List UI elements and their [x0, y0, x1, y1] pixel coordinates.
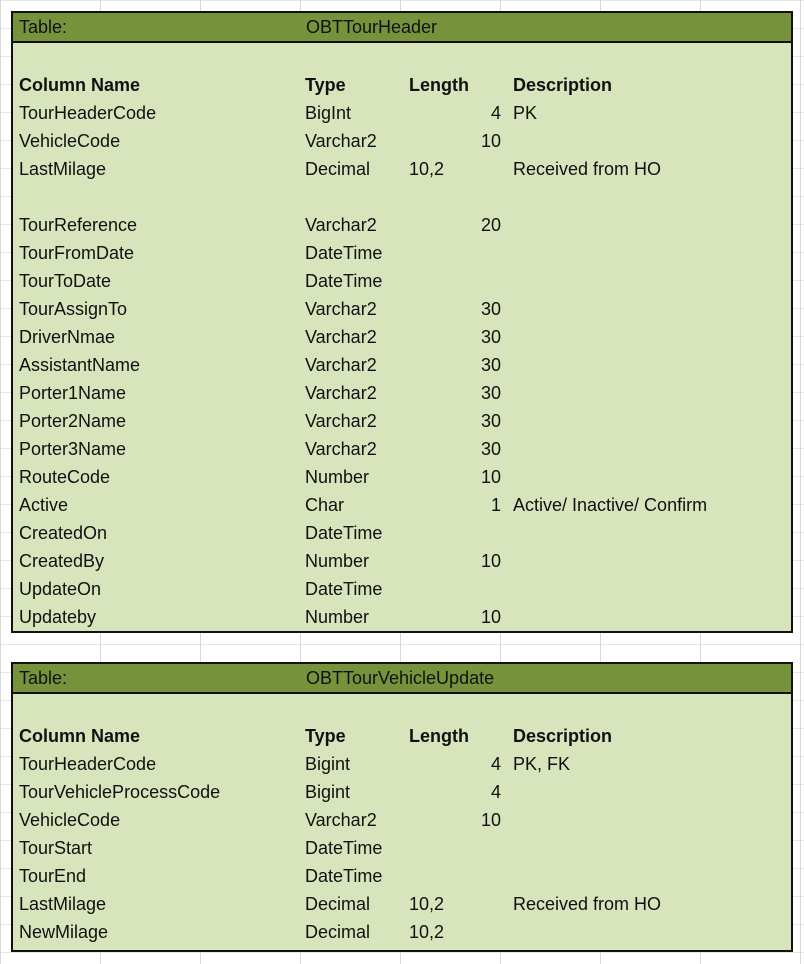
blank-row[interactable]	[13, 43, 791, 71]
cell-length[interactable]: 10,2	[409, 159, 445, 179]
table-row	[13, 862, 791, 890]
column-header-row	[13, 71, 791, 99]
cell-length[interactable]: 20	[480, 215, 501, 235]
table-rows	[13, 694, 791, 946]
table-label: Table:	[19, 17, 68, 37]
cell-type[interactable]: Bigint	[305, 754, 351, 774]
column-header-type[interactable]: Type	[305, 75, 346, 95]
cell-type[interactable]: DateTime	[305, 243, 383, 263]
table-row	[13, 379, 791, 407]
cell-description[interactable]: Received from HO	[513, 159, 662, 179]
column-header-name[interactable]: Column Name	[19, 726, 141, 746]
cell-length[interactable]: 30	[480, 299, 501, 319]
cell-length[interactable]: 4	[490, 754, 501, 774]
table-row	[13, 267, 791, 295]
table-row	[13, 99, 791, 127]
cell-column-name[interactable]: TourVehicleProcessCode	[19, 782, 221, 802]
blank-row[interactable]	[13, 694, 791, 722]
table-row	[13, 323, 791, 351]
table-row	[13, 491, 791, 519]
cell-description[interactable]: Received from HO	[513, 894, 662, 914]
cell-column-name[interactable]: TourHeaderCode	[19, 103, 157, 123]
cell-type[interactable]: DateTime	[305, 271, 383, 291]
cell-column-name[interactable]: TourAssignTo	[19, 299, 128, 319]
column-header-length[interactable]: Length	[409, 75, 469, 95]
cell-length[interactable]: 30	[480, 355, 501, 375]
table-row	[13, 435, 791, 463]
table-row	[13, 890, 791, 918]
cell-type[interactable]: DateTime	[305, 866, 383, 886]
table-row	[13, 407, 791, 435]
cell-length[interactable]: 4	[490, 782, 501, 802]
cell-type[interactable]: Varchar2	[305, 355, 377, 375]
cell-column-name[interactable]: TourFromDate	[19, 243, 135, 263]
table-row	[13, 295, 791, 323]
cell-type[interactable]: Varchar2	[305, 299, 377, 319]
cell-column-name[interactable]: TourToDate	[19, 271, 112, 291]
cell-type[interactable]: Varchar2	[305, 411, 377, 431]
cell-length[interactable]: 10	[480, 607, 501, 627]
cell-column-name[interactable]: Porter1Name	[19, 383, 127, 403]
cell-type[interactable]: Decimal	[305, 159, 371, 179]
column-header-type[interactable]: Type	[305, 726, 346, 746]
cell-type[interactable]: Varchar2	[305, 810, 377, 830]
cell-column-name[interactable]: DriverNmae	[19, 327, 116, 347]
cell-length[interactable]: 30	[480, 327, 501, 347]
cell-length[interactable]: 10	[480, 131, 501, 151]
cell-column-name[interactable]: RouteCode	[19, 467, 111, 487]
cell-type[interactable]: Varchar2	[305, 327, 377, 347]
table-block-obttourheader	[11, 11, 793, 633]
cell-type[interactable]: DateTime	[305, 838, 383, 858]
column-header-row	[13, 722, 791, 750]
cell-column-name[interactable]: Porter2Name	[19, 411, 127, 431]
cell-type[interactable]: Decimal	[305, 894, 371, 914]
table-title-bar[interactable]	[13, 664, 791, 694]
blank-row[interactable]	[13, 183, 791, 211]
table-row	[13, 547, 791, 575]
table-name: OBTTourVehicleUpdate	[306, 668, 495, 688]
cell-length[interactable]: 30	[480, 383, 501, 403]
cell-column-name[interactable]: TourStart	[19, 838, 93, 858]
cell-column-name[interactable]: Updateby	[19, 607, 97, 627]
cell-type[interactable]: DateTime	[305, 579, 383, 599]
column-header-length[interactable]: Length	[409, 726, 469, 746]
cell-column-name[interactable]: LastMilage	[19, 894, 107, 914]
table-label: Table:	[19, 668, 68, 688]
cell-length[interactable]: 1	[490, 495, 501, 515]
cell-column-name[interactable]: TourEnd	[19, 866, 87, 886]
cell-length[interactable]: 30	[480, 439, 501, 459]
table-row	[13, 463, 791, 491]
cell-column-name[interactable]: VehicleCode	[19, 810, 121, 830]
cell-length[interactable]: 10	[480, 467, 501, 487]
cell-type[interactable]: Decimal	[305, 922, 371, 942]
cell-length[interactable]: 10,2	[409, 894, 445, 914]
table-row	[13, 778, 791, 806]
column-header-description[interactable]: Description	[513, 726, 613, 746]
cell-type[interactable]: Number	[305, 551, 370, 571]
cell-column-name[interactable]: Active	[19, 495, 69, 515]
table-row	[13, 806, 791, 834]
cell-column-name[interactable]: NewMilage	[19, 922, 109, 942]
table-name: OBTTourHeader	[306, 17, 438, 37]
cell-length[interactable]: 30	[480, 411, 501, 431]
cell-type[interactable]: Varchar2	[305, 215, 377, 235]
cell-description[interactable]: PK, FK	[513, 754, 571, 774]
table-row	[13, 211, 791, 239]
cell-column-name[interactable]: LastMilage	[19, 159, 107, 179]
cell-column-name[interactable]: CreatedBy	[19, 551, 105, 571]
table-row	[13, 155, 791, 183]
cell-type[interactable]: DateTime	[305, 523, 383, 543]
cell-type[interactable]: Varchar2	[305, 383, 377, 403]
table-row	[13, 918, 791, 946]
column-header-name[interactable]: Column Name	[19, 75, 141, 95]
table-row	[13, 519, 791, 547]
cell-column-name[interactable]: CreatedOn	[19, 523, 108, 543]
cell-column-name[interactable]: Porter3Name	[19, 439, 127, 459]
table-row	[13, 603, 791, 631]
cell-type[interactable]: Char	[305, 495, 345, 515]
cell-type[interactable]: Varchar2	[305, 131, 377, 151]
cell-column-name[interactable]: UpdateOn	[19, 579, 102, 599]
cell-column-name[interactable]: AssistantName	[19, 355, 141, 375]
cell-length[interactable]: 10,2	[409, 922, 445, 942]
cell-type[interactable]: Bigint	[305, 782, 351, 802]
cell-description[interactable]: PK	[513, 103, 538, 123]
cell-type[interactable]: Number	[305, 467, 370, 487]
cell-length[interactable]: 10	[480, 810, 501, 830]
table-row	[13, 750, 791, 778]
cell-type[interactable]: Varchar2	[305, 439, 377, 459]
table-rows	[13, 43, 791, 631]
cell-length[interactable]: 4	[490, 103, 501, 123]
cell-column-name[interactable]: VehicleCode	[19, 131, 121, 151]
table-row	[13, 351, 791, 379]
cell-type[interactable]: BigInt	[305, 103, 352, 123]
cell-column-name[interactable]: TourReference	[19, 215, 138, 235]
cell-type[interactable]: Number	[305, 607, 370, 627]
table-title-bar[interactable]	[13, 13, 791, 43]
cell-length[interactable]: 10	[480, 551, 501, 571]
column-header-description[interactable]: Description	[513, 75, 613, 95]
table-row	[13, 575, 791, 603]
table-row	[13, 239, 791, 267]
table-block-obttourvehicleupdate	[11, 662, 793, 952]
cell-column-name[interactable]: TourHeaderCode	[19, 754, 157, 774]
table-row	[13, 834, 791, 862]
cell-description[interactable]: Active/ Inactive/ Confirm	[513, 495, 708, 515]
table-row	[13, 127, 791, 155]
